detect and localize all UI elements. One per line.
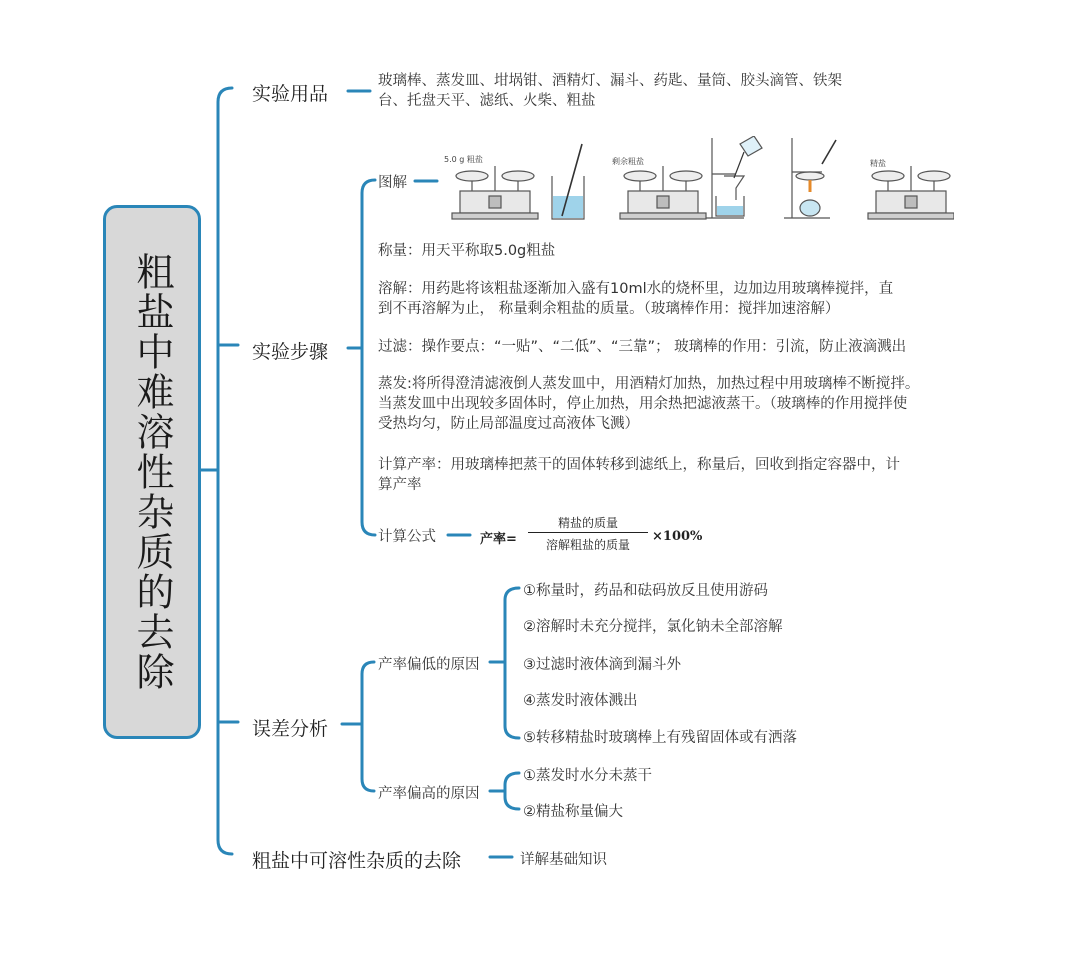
beaker-icon — [552, 144, 584, 219]
formula-label: 计算公式 — [378, 529, 436, 545]
filtration-icon — [706, 136, 762, 218]
step-evaporate — [378, 374, 919, 434]
low-yield-label: 产率偏低的原因 — [378, 657, 480, 673]
low-reason-2: ②溶解时未充分搅拌，氯化钠未全部溶解 — [523, 619, 783, 635]
high-yield-label: 产率偏高的原因 — [378, 786, 480, 802]
balance-icon — [452, 166, 538, 219]
formula-denominator: 溶解粗盐的质量 — [545, 538, 630, 552]
branch-steps: 实验步骤 — [252, 341, 329, 363]
step-filter: 过滤：操作要点：“一贴”、“二低”、“三靠”； 玻璃棒的作用：引流，防止液滴溅出 — [378, 339, 907, 355]
formula-numerator: 精盐的质量 — [557, 516, 618, 530]
balance-icon — [620, 166, 706, 219]
materials-line-2: 台、托盘天平、滤纸、火柴、粗盐 — [378, 93, 596, 109]
fraction-bar — [528, 532, 648, 533]
formula-suffix: ×100% — [652, 529, 703, 544]
root-title: 粗盐中难溶性杂质的去除 — [130, 252, 174, 692]
step-weighing: 称量：用天平称取5.0g粗盐 — [378, 243, 556, 259]
branch-soluble-impurities: 粗盐中可溶性杂质的去除 — [252, 850, 462, 872]
balance-icon — [868, 166, 954, 219]
dissolve-line-1: 溶解：用药匙将该粗盐逐渐加入盛有10ml水的烧杯里，边加边用玻璃棒搅拌，直 — [378, 281, 894, 297]
diagram-tag-3: 精盐 — [870, 159, 886, 168]
branch-error: 误差分析 — [252, 718, 329, 740]
low-reason-5: ⑤转移精盐时玻璃棒上有残留固体或有洒落 — [523, 730, 797, 746]
low-reason-4: ④蒸发时液体溅出 — [523, 693, 638, 709]
materials-text — [378, 71, 842, 111]
evaporate-line-2: 当蒸发皿中出现较多固体时，停止加热，用余热把滤液蒸干。（玻璃棒的作用搅拌使 — [378, 396, 908, 412]
low-reason-1: ①称量时，药品和砝码放反且使用游码 — [523, 583, 768, 599]
diagram-tag-1: 5.0 g 粗盐 — [444, 155, 483, 164]
evaporate-line-1: 蒸发:将所得澄清滤液倒人蒸发皿中，用酒精灯加热，加热过程中用玻璃棒不断搅拌。 — [378, 376, 920, 392]
step-dissolve — [378, 279, 893, 319]
dissolve-line-2: 到不再溶解为止， 称量剩余粗盐的质量。（玻璃棒作用：搅拌加速溶解） — [378, 301, 840, 317]
step-yield — [378, 455, 900, 495]
yield-line-2: 算产率 — [378, 477, 422, 493]
evaporation-icon — [784, 138, 836, 218]
yield-line-1: 计算产率：用玻璃棒把蒸干的固体转移到滤纸上，称量后，回收到指定容器中，计 — [378, 457, 900, 473]
branch-materials: 实验用品 — [252, 83, 329, 105]
high-reason-1: ①蒸发时水分未蒸干 — [523, 768, 652, 784]
evaporate-line-3: 受热均匀，防止局部温度过高液体飞溅） — [378, 416, 639, 432]
root-node — [103, 205, 201, 739]
low-reason-3: ③过滤时液体滴到漏斗外 — [523, 657, 681, 673]
detail-link[interactable]: 详解基础知识 — [520, 852, 607, 868]
diagram-label: 图解 — [378, 175, 407, 191]
apparatus-illustrations — [444, 136, 954, 224]
materials-line-1: 玻璃棒、蒸发皿、坩埚钳、酒精灯、漏斗、药匙、量筒、胶头滴管、铁架 — [378, 73, 842, 89]
formula-lhs: 产率= — [480, 532, 517, 547]
diagram-tag-2: 剩余粗盐 — [612, 157, 644, 166]
high-reason-2: ②精盐称量偏大 — [523, 804, 623, 820]
